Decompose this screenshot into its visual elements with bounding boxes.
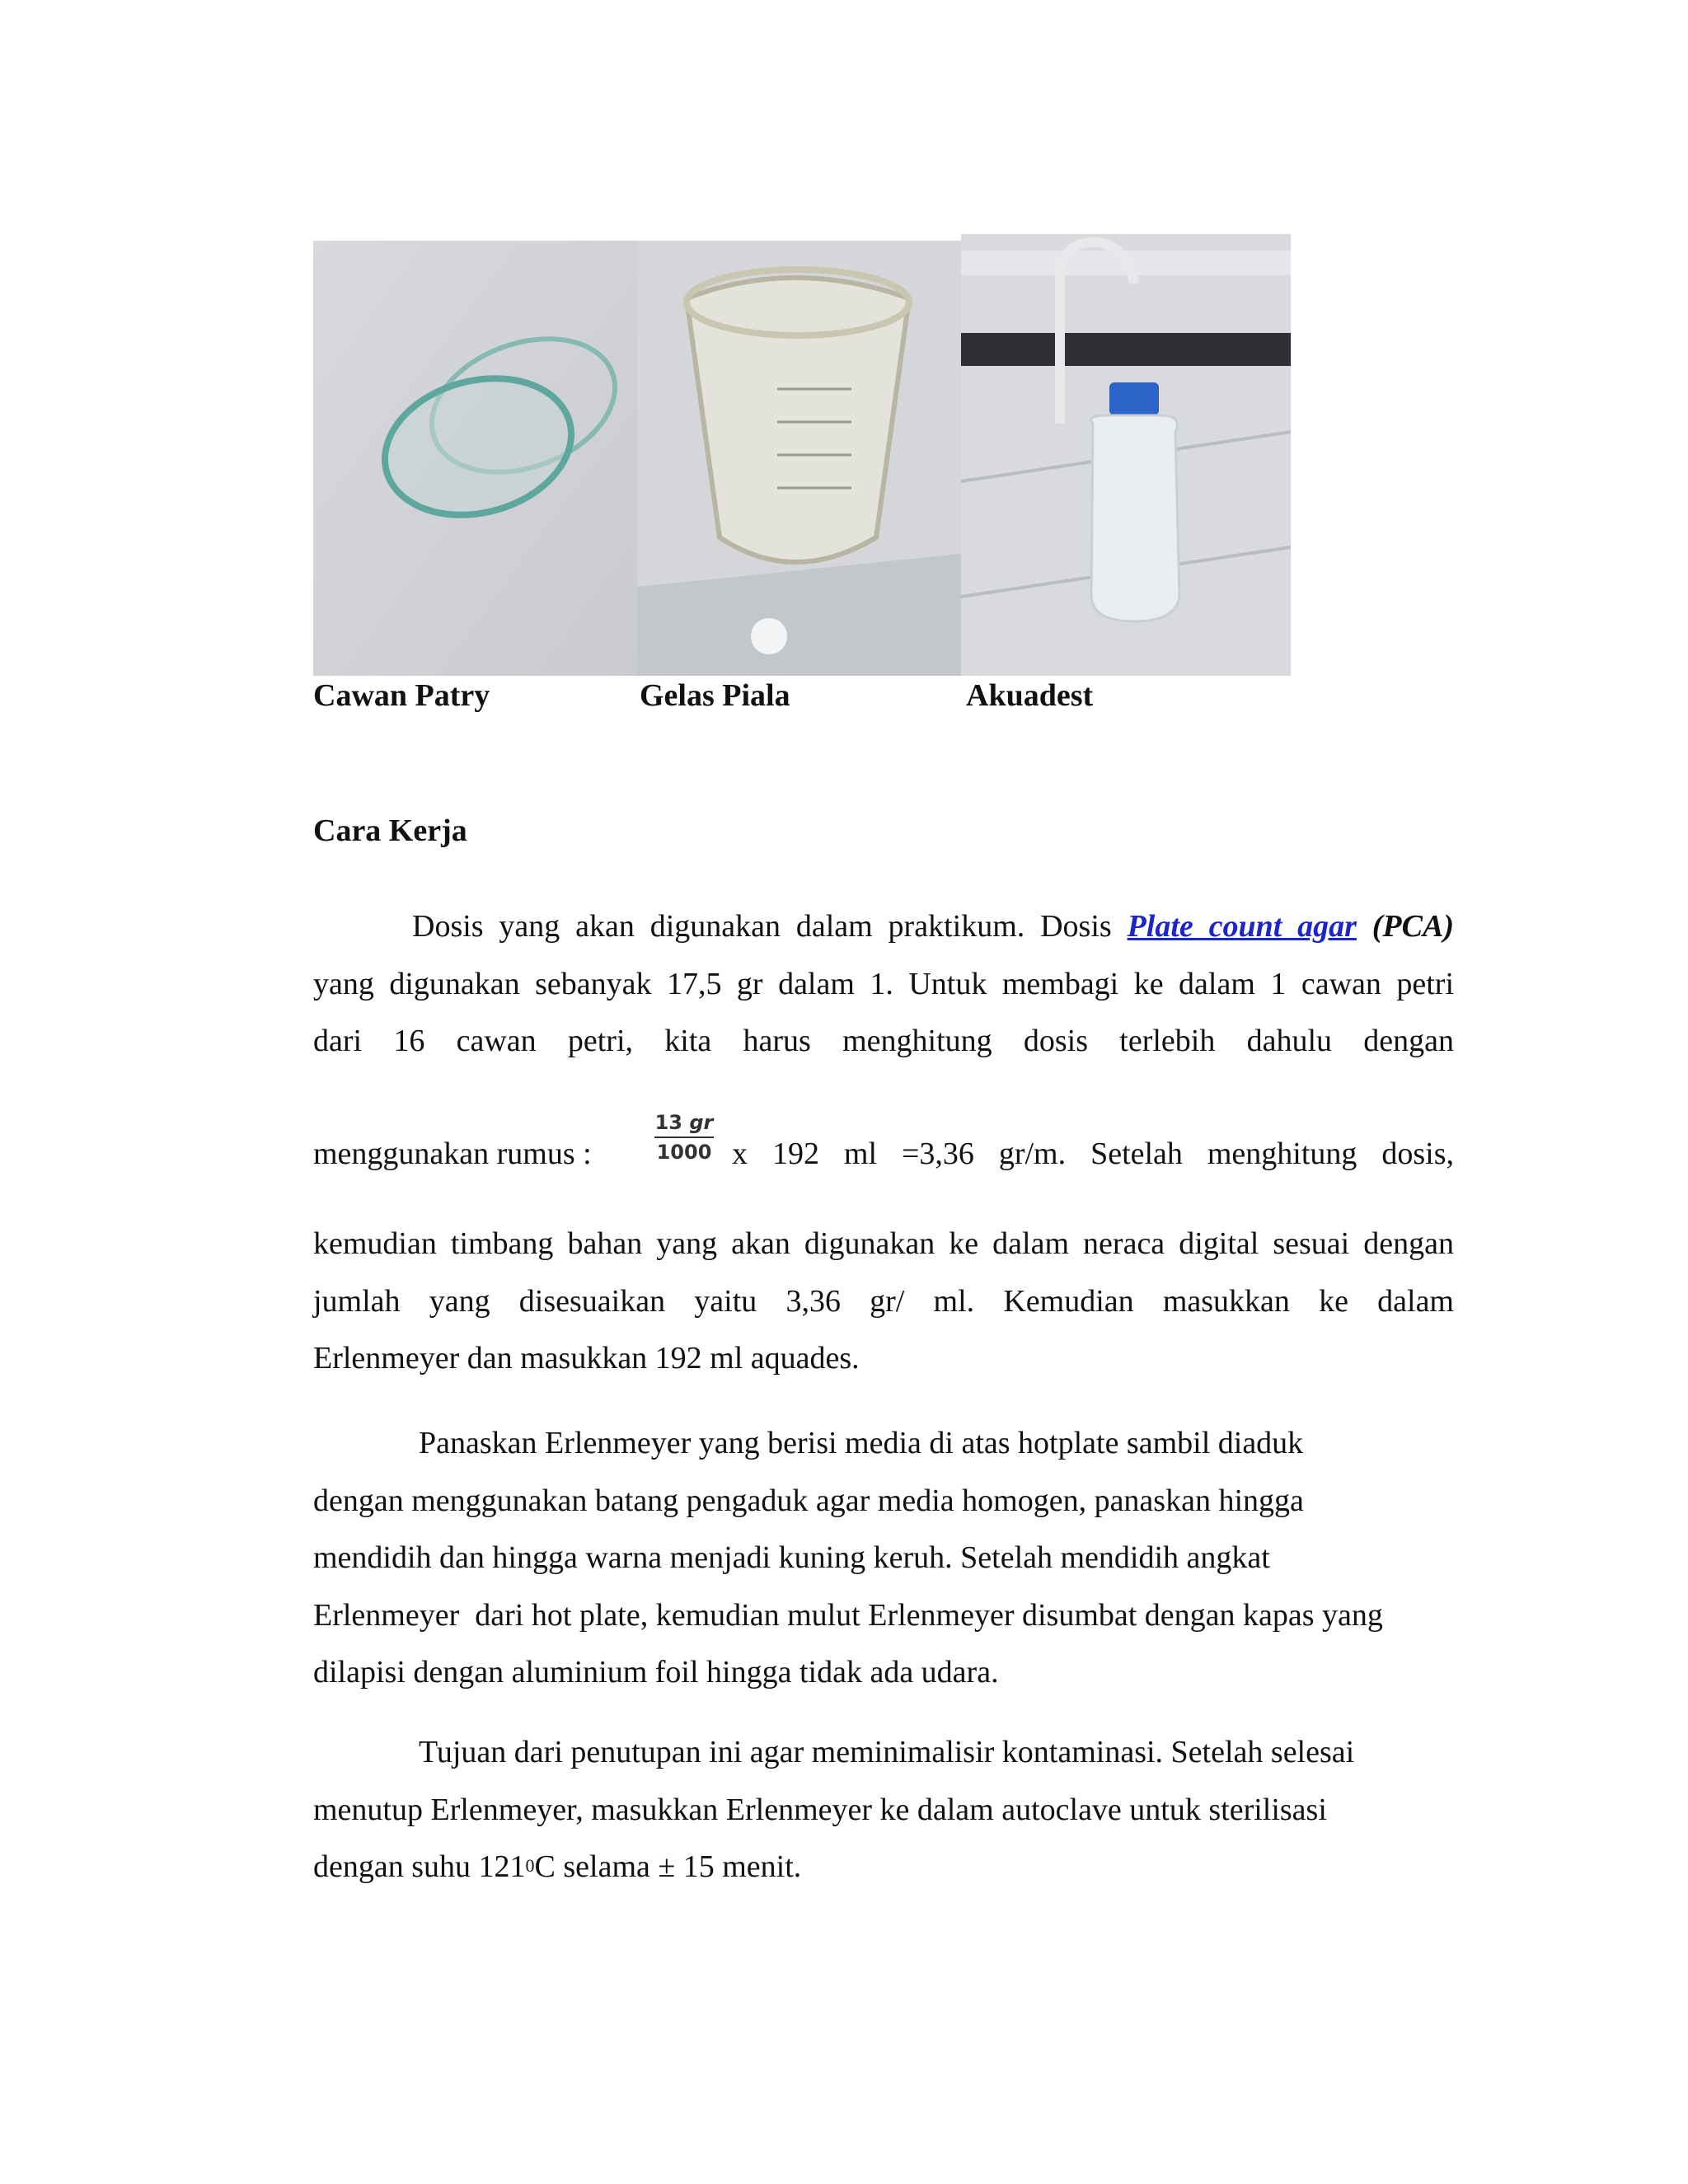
text-segment: Panaskan Erlenmeyer yang berisi media di atas hotplate sambil diaduk bbox=[419, 1426, 1304, 1460]
paragraph-3-line-3: mendidih dan hingga warna menjadi kuning keruh. Setelah mendidih angkat bbox=[313, 1540, 1270, 1575]
paragraph-4 bbox=[313, 1724, 1454, 1896]
text-segment: Dosis yang akan digunakan dalam praktikum. Dosis bbox=[412, 909, 1128, 944]
formula-suffix: x 192 ml =3,36 gr/m. Setelah menghitung dosis, bbox=[732, 1137, 1454, 1171]
paragraph-1 bbox=[313, 898, 1454, 1071]
paragraph-4-line-3 bbox=[313, 1839, 1454, 1896]
paragraph-3-line-5: dilapisi dengan aluminium foil hingga tidak ada udara. bbox=[313, 1655, 999, 1690]
paragraph-4-line-1 bbox=[313, 1724, 1454, 1782]
paragraph-2-line-1: kemudian timbang bahan yang akan digunakan ke dalam neraca digital sesuai dengan bbox=[313, 1226, 1454, 1261]
paragraph-2-line-3: Erlenmeyer dan masukkan 192 ml aquades. bbox=[313, 1341, 860, 1376]
paragraph-3-line-2: dengan menggunakan batang pengaduk agar media homogen, panaskan hingga bbox=[313, 1483, 1304, 1518]
numerator-unit: gr bbox=[689, 1111, 714, 1134]
paragraph-1-line-2: yang digunakan sebanyak 17,5 gr dalam 1. Untuk membagi ke dalam 1 cawan petri bbox=[313, 966, 1454, 1001]
caption-beaker: Gelas Piala bbox=[640, 678, 790, 713]
formula-line bbox=[313, 1111, 1454, 1202]
degree-superscript: 0 bbox=[525, 1855, 535, 1876]
pca-abbrev: (PCA) bbox=[1372, 909, 1454, 944]
paragraph-3-line-1 bbox=[313, 1415, 1454, 1473]
paragraph-3 bbox=[313, 1415, 1454, 1702]
section-title: Cara Kerja bbox=[313, 813, 467, 848]
paragraph-3-line-4: Erlenmeyer dari hot plate, kemudian mulut Erlenmeyer disumbat dengan kapas yang bbox=[313, 1597, 1383, 1633]
plate-count-agar-link[interactable]: Plate count agar bbox=[1127, 909, 1357, 944]
paragraph-4-line-2: menutup Erlenmeyer, masukkan Erlenmeyer ke dalam autoclave untuk sterilisasi bbox=[313, 1792, 1327, 1827]
fraction-numerator bbox=[651, 1111, 717, 1134]
text-segment: dengan suhu 121 bbox=[313, 1849, 526, 1884]
paragraph-1-line-3: dari 16 cawan petri, kita harus menghitung dosis terlebih dahulu dengan bbox=[313, 1024, 1454, 1058]
paragraph-2-line-2: jumlah yang disesuaikan yaitu 3,36 gr/ ml. Kemudian masukkan ke dalam bbox=[313, 1283, 1454, 1319]
text-segment: C selama ± 15 menit. bbox=[534, 1849, 802, 1884]
paragraph-1-line-1 bbox=[313, 898, 1454, 956]
paragraph-2 bbox=[313, 1216, 1454, 1388]
formula-prefix: menggunakan rumus : bbox=[313, 1137, 592, 1171]
text-segment: Tujuan dari penutupan ini agar meminimalisir kontaminasi. Setelah selesai bbox=[419, 1735, 1355, 1769]
numerator-value: 13 bbox=[654, 1111, 683, 1134]
wash-bottle-photo bbox=[961, 234, 1291, 676]
fraction-denominator: 1000 bbox=[656, 1141, 712, 1164]
petri-dish-photo bbox=[313, 241, 637, 676]
caption-petri-dish: Cawan Patry bbox=[313, 678, 490, 713]
caption-wash-bottle: Akuadest bbox=[966, 678, 1094, 713]
formula-fraction bbox=[651, 1111, 717, 1164]
beaker-photo bbox=[637, 241, 961, 676]
fraction-bar bbox=[654, 1137, 714, 1138]
